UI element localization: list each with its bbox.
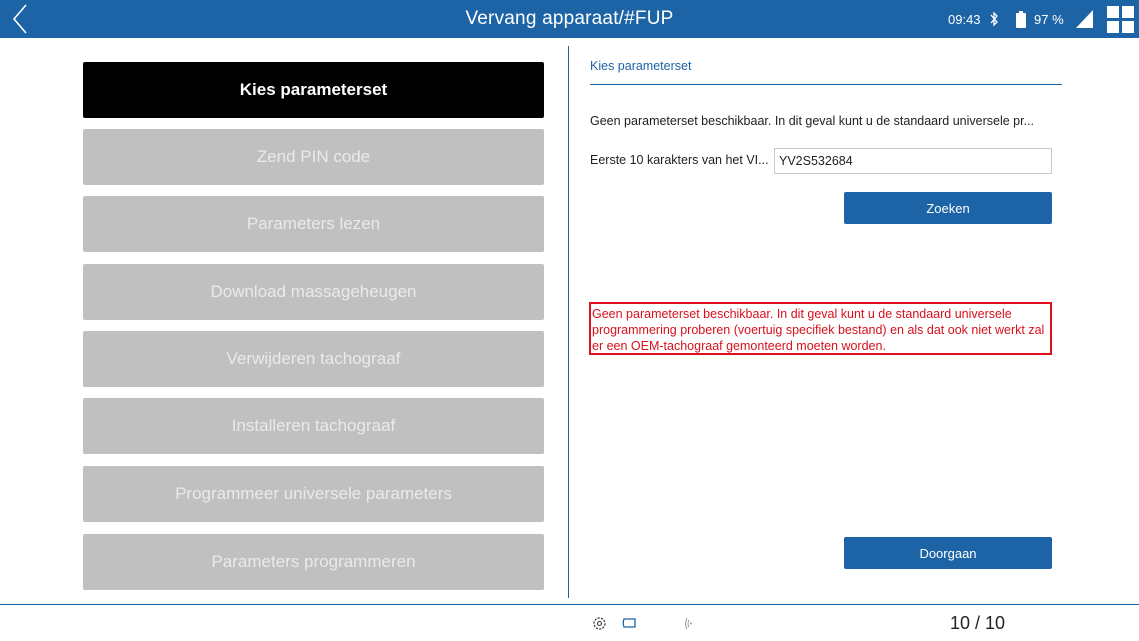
footer-divider [0, 604, 1139, 605]
vin-label: Eerste 10 karakters van het VI... [590, 153, 769, 167]
battery-percentage: 97 % [1034, 12, 1064, 27]
wireless-icon[interactable] [684, 616, 694, 631]
step-parameters-programmeren: Parameters programmeren [83, 534, 544, 590]
continue-button[interactable]: Doorgaan [844, 537, 1052, 569]
vin-input[interactable] [774, 148, 1052, 174]
step-installeren-tachograaf: Installeren tachograaf [83, 398, 544, 454]
step-download-massageheugen: Download massageheugen [83, 264, 544, 320]
settings-icon[interactable] [592, 616, 607, 631]
search-button[interactable]: Zoeken [844, 192, 1052, 224]
page-counter: 10 / 10 [950, 613, 1006, 633]
apps-grid-icon[interactable] [1106, 5, 1135, 34]
section-divider [590, 84, 1062, 85]
card-icon[interactable] [622, 618, 636, 628]
signal-icon [1076, 10, 1093, 28]
battery-icon [1015, 11, 1027, 28]
step-verwijderen-tachograaf: Verwijderen tachograaf [83, 331, 544, 387]
step-programmeer-universele-parameters: Programmeer universele parameters [83, 466, 544, 522]
vertical-divider [568, 46, 569, 598]
page-title: Vervang apparaat/#FUP [465, 8, 674, 29]
step-kies-parameterset[interactable]: Kies parameterset [83, 62, 544, 118]
section-title: Kies parameterset [590, 59, 692, 73]
bluetooth-icon [988, 11, 1000, 27]
header-bar [0, 0, 1139, 38]
step-parameters-lezen: Parameters lezen [83, 196, 544, 252]
status-time: 09:43 [948, 12, 981, 27]
step-zend-pin-code: Zend PIN code [83, 129, 544, 185]
info-message: Geen parameterset beschikbaar. In dit geval kunt u de standaard universele pr... [590, 114, 1035, 128]
error-message: Geen parameterset beschikbaar. In dit geval kunt u de standaard universele programmering proberen (voertuig specifiek bestand) en als dat ook niet werkt zal er een OEM-tachograaf gemonteerd moeten worden. [589, 302, 1052, 355]
